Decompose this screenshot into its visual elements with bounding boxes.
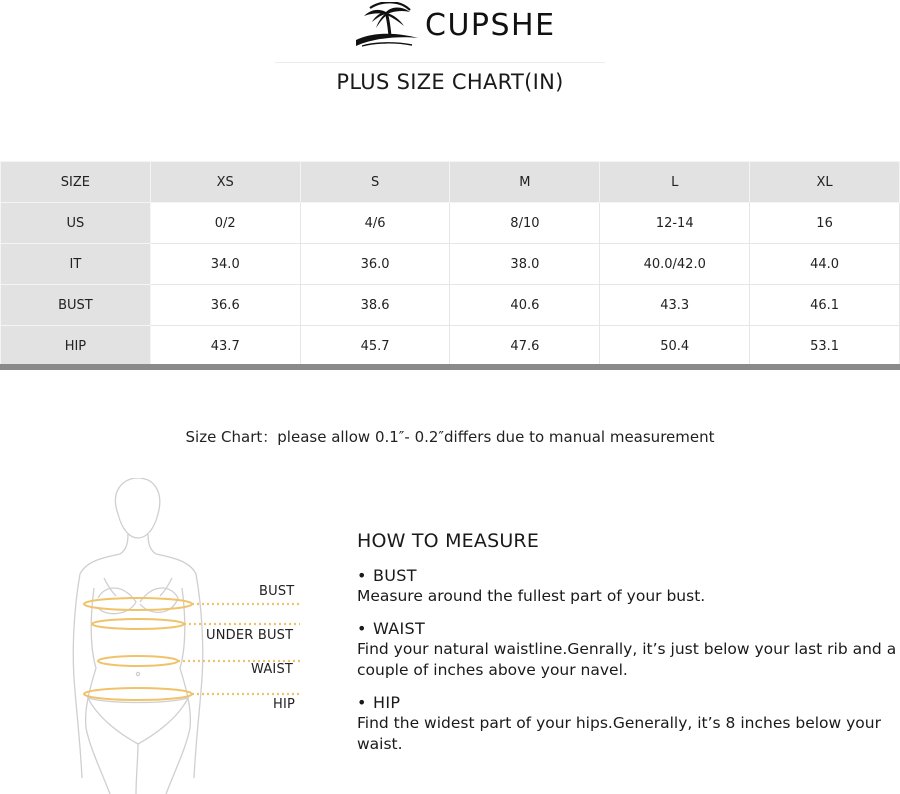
column-header: S (300, 162, 450, 203)
table-cell: 4/6 (300, 203, 450, 244)
size-table (0, 161, 900, 367)
measure-item-heading: BUST (373, 566, 417, 585)
bullet-icon: • (357, 693, 367, 712)
measure-item-heading: HIP (373, 693, 401, 712)
table-cell: 43.3 (600, 285, 750, 326)
table-cell: 34.0 (150, 244, 300, 285)
palm-tree-logo-icon (352, 2, 424, 50)
measure-item-description: Measure around the fullest part of your bust. (357, 587, 706, 605)
table-cell: 45.7 (300, 326, 450, 367)
table-cell: 44.0 (750, 244, 900, 285)
body-measure-figure (60, 478, 380, 794)
row-header: BUST (1, 285, 151, 326)
table-cell: 50.4 (600, 326, 750, 367)
column-header: XS (150, 162, 300, 203)
measure-item-heading: WAIST (373, 619, 426, 638)
measure-item-description: Find the widest part of your hips.Generally, it’s 8 inches below your waist. (357, 714, 881, 753)
table-cell: 0/2 (150, 203, 300, 244)
measure-item-description: Find your natural waistline.Genrally, it’s just below your last rib and a couple of inches above your navel. (357, 640, 897, 679)
table-cell: 38.0 (450, 244, 600, 285)
table-cell: 16 (750, 203, 900, 244)
row-header: IT (1, 244, 151, 285)
column-header: XL (750, 162, 900, 203)
measure-item-bust (357, 566, 897, 607)
table-cell: 46.1 (750, 285, 900, 326)
bullet-icon: • (357, 619, 367, 638)
measure-item-hip (357, 693, 897, 755)
page-title: PLUS SIZE CHART(IN) (336, 70, 564, 94)
table-header-row (1, 162, 900, 203)
table-cell: 40.6 (450, 285, 600, 326)
column-header: SIZE (1, 162, 151, 203)
waist-label: WAIST (251, 662, 294, 677)
bullet-icon: • (357, 566, 367, 585)
measure-item-waist (357, 619, 897, 681)
table-row (1, 285, 900, 326)
table-cell: 36.6 (150, 285, 300, 326)
how-to-measure-section (357, 530, 897, 767)
row-header: US (1, 203, 151, 244)
hip-label: HIP (273, 697, 296, 712)
row-header: HIP (1, 326, 151, 367)
table-cell: 8/10 (450, 203, 600, 244)
brand-header (0, 0, 900, 60)
table-row (1, 326, 900, 367)
table-cell: 38.6 (300, 285, 450, 326)
how-to-measure-title: HOW TO MEASURE (357, 530, 540, 552)
header-divider (275, 62, 605, 63)
table-cell: 36.0 (300, 244, 450, 285)
column-header: L (600, 162, 750, 203)
table-cell: 40.0/42.0 (600, 244, 750, 285)
table-cell: 53.1 (750, 326, 900, 367)
brand-name: CUPSHE (425, 8, 556, 43)
table-cell: 47.6 (450, 326, 600, 367)
table-row (1, 244, 900, 285)
table-cell: 43.7 (150, 326, 300, 367)
measurement-note: Size Chart：please allow 0.1″- 0.2″differs due to manual measurement (185, 428, 715, 446)
under-bust-label: UNDER BUST (206, 628, 294, 643)
table-bottom-bar (0, 364, 900, 370)
bust-label: BUST (259, 584, 295, 599)
column-header: M (450, 162, 600, 203)
table-cell: 12-14 (600, 203, 750, 244)
table-row (1, 203, 900, 244)
